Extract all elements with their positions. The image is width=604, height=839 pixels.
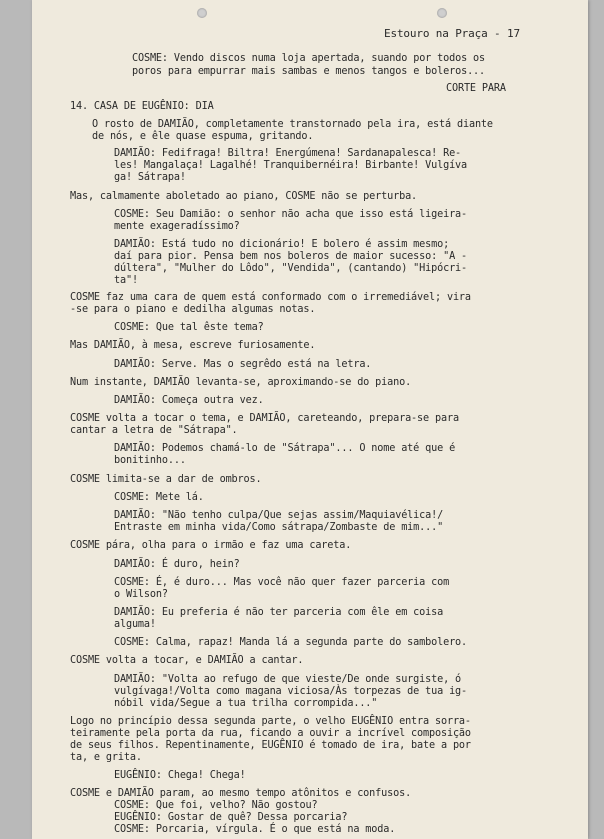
script-line: EUGÊNIO: Gostar de quê? Dessa porcaria? (114, 812, 348, 823)
script-line: O rosto de DAMIÃO, completamente transtornado pela ira, está diante (92, 119, 493, 130)
script-line: nóbil vida/Segue a tua trilha corrompida..." (114, 698, 378, 709)
script-line: -se para o piano e dedilha algumas notas. (70, 304, 316, 315)
script-line: Logo no princípio dessa segunda parte, o velho EUGÊNIO entra sorra- (70, 716, 471, 727)
script-line: Mas, calmamente aboletado ao piano, COSME não se perturba. (70, 191, 418, 202)
transition-line: CORTE PARA (446, 83, 506, 94)
script-line: COSME: Seu Damião: o senhor não acha que isso está ligeira- (114, 209, 468, 220)
script-line: poros para empurrar mais sambas e menos tangos e boleros... (132, 66, 486, 77)
script-line: cantar a letra de "Sátrapa". (70, 425, 238, 436)
script-line: COSME: Vendo discos numa loja apertada, suando por todos os (132, 53, 486, 64)
script-line: alguma! (114, 619, 156, 630)
script-line: mente exageradíssimo? (114, 221, 240, 232)
punch-hole (437, 8, 447, 18)
script-line: Mas DAMIÃO, à mesa, escreve furiosamente. (70, 340, 316, 351)
script-line: teiramente pela porta da rua, ficando a ouvir a incrível composição (70, 728, 471, 739)
typewritten-script-page (32, 0, 588, 839)
script-line: les! Mangalaça! Lagalhé! Tranquibernéira! Birbante! Vulgíva (114, 160, 468, 171)
script-line: COSME faz uma cara de quem está conformado com o irremediável; vira (70, 292, 471, 303)
script-line: DAMIÃO: Podemos chamá-lo de "Sátrapa"... O nome até que é (114, 443, 456, 454)
script-line: de seus filhos. Repentinamente, EUGÊNIO é tomado de ira, bate a por (70, 740, 471, 751)
script-line: ta"! (114, 275, 138, 286)
script-line: daí para pior. Pensa bem nos boleros de maior sucesso: "A - (114, 251, 468, 262)
script-line: COSME e DAMIÃO param, ao mesmo tempo atônitos e confusos. (70, 788, 412, 799)
script-line: COSME limita-se a dar de ombros. (70, 474, 262, 485)
script-line: DAMIÃO: É duro, hein? (114, 559, 240, 570)
script-line: COSME: Mete lá. (114, 492, 204, 503)
script-line: COSME: Que tal êste tema? (114, 322, 264, 333)
script-line: COSME volta a tocar o tema, e DAMIÃO, careteando, prepara-se para (70, 413, 459, 424)
script-line: COSME: Porcaria, vírgula. É o que está na moda. (114, 824, 396, 835)
script-line: COSME: Que foi, velho? Não gostou? (114, 800, 318, 811)
script-line: DAMIÃO: "Não tenho culpa/Que sejas assim/Maquiavélica!/ (114, 510, 444, 521)
punch-hole (197, 8, 207, 18)
script-line: COSME volta a tocar, e DAMIÃO a cantar. (70, 655, 304, 666)
script-line: DAMIÃO: Está tudo no dicionário! E bolero é assim mesmo; (114, 239, 450, 250)
script-line: DAMIÃO: Eu preferia é não ter parceria com êle em coisa (114, 607, 444, 618)
script-line: EUGÊNIO: Chega! Chega! (114, 770, 246, 781)
script-line: ta, e grita. (70, 752, 142, 763)
scene-heading: 14. CASA DE EUGÊNIO: DIA (70, 101, 214, 112)
script-line: COSME pára, olha para o irmão e faz uma careta. (70, 540, 352, 551)
script-line: ga! Sátrapa! (114, 172, 186, 183)
script-line: vulgívaga!/Volta como magana viciosa/Às torpezas de tua ig- (114, 686, 468, 697)
script-line: DAMIÃO: Começa outra vez. (114, 395, 264, 406)
script-line: o Wilson? (114, 589, 168, 600)
script-line: Entraste em minha vida/Como sátrapa/Zombaste de mim..." (114, 522, 444, 533)
script-line: COSME: Calma, rapaz! Manda lá a segunda parte do sambolero. (114, 637, 468, 648)
page-header: Estouro na Praça - 17 (384, 27, 520, 40)
script-line: DAMIÃO: Fedifraga! Biltra! Energúmena! Sardanapalesca! Re- (114, 148, 462, 159)
script-line: COSME: É, é duro... Mas você não quer fazer parceria com (114, 577, 450, 588)
script-line: DAMIÃO: "Volta ao refugo de que vieste/De onde surgiste, ó (114, 674, 462, 685)
script-line: DAMIÃO: Serve. Mas o segrêdo está na letra. (114, 359, 372, 370)
script-line: bonitinho... (114, 455, 186, 466)
script-line: dúltera", "Mulher do Lôdo", "Vendida", (cantando) "Hipócri- (114, 263, 468, 274)
script-line: de nós, e êle quase espuma, gritando. (92, 131, 314, 142)
script-line: Num instante, DAMIÃO levanta-se, aproximando-se do piano. (70, 377, 412, 388)
